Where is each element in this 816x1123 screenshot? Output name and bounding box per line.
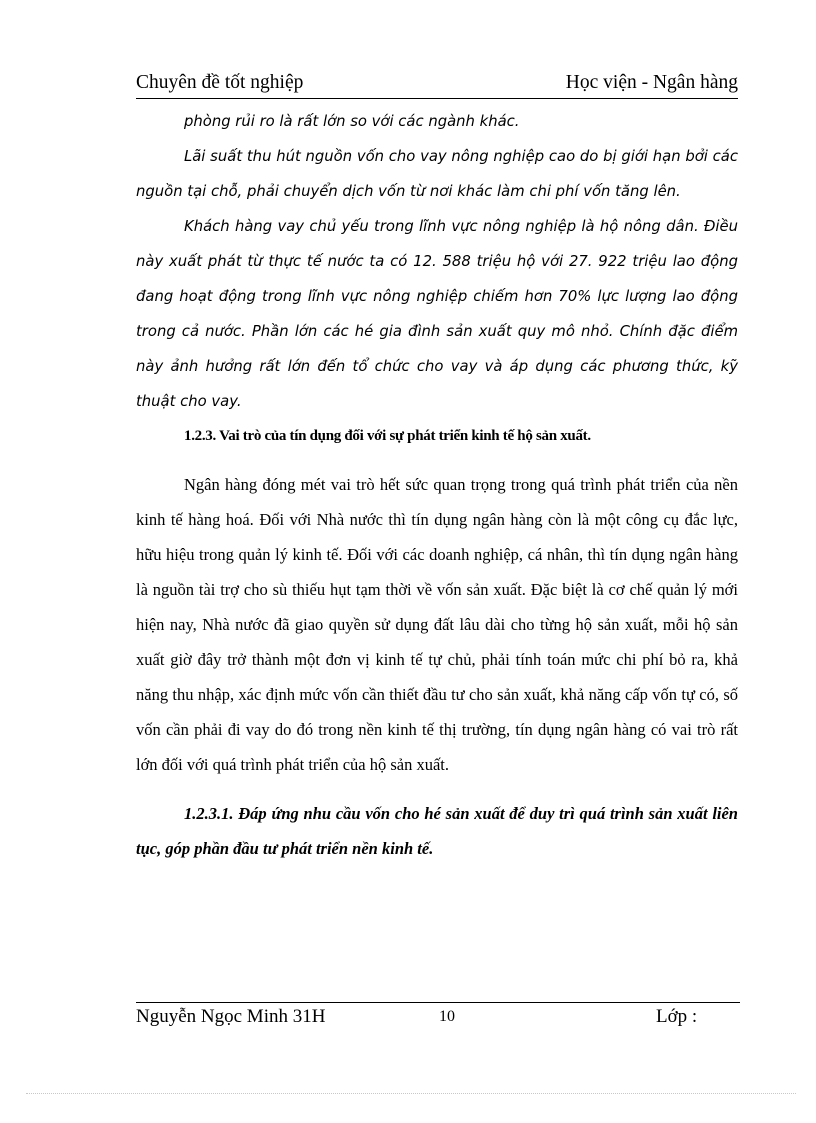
paragraph-italic-3: Khách hàng vay chủ yếu trong lĩnh vực nông nghiệp là hộ nông dân. Điều này xuất phát từ thực tế nước ta có 12. 588 triệu hộ với 27. 922 triệu lao động đang hoạt động trong lĩnh vực nông nghiệp chiếm hơn 70% lực lượng lao động trong cả nước. Phần lớn các hé gia đình sản xuất quy mô nhỏ. Chính đặc điểm này ảnh hưởng rất lớn đến tổ chức cho vay và áp dụng các phương thức, kỹ thuật cho vay.	[136, 218, 738, 410]
footer-author: Nguyễn Ngọc Minh 31H	[136, 1006, 326, 1027]
page-number: 10	[439, 1008, 455, 1025]
header-institution: Học viện - Ngân hàng	[565, 72, 738, 93]
subsection-heading: 1.2.3.1. Đáp ứng nhu cầu vốn cho hé sản xuất để duy trì quá trình sản xuất liên tục, góp phần đầu tư phát triển nền kinh tế.	[136, 804, 738, 858]
section-heading: 1.2.3. Vai trò của tín dụng đối với sự phát triển kinh tế hộ sản xuất.	[184, 428, 591, 444]
page-header	[136, 68, 738, 99]
page-bottom-border	[26, 1093, 796, 1094]
footer-class-label: Lớp :	[656, 1006, 698, 1027]
footer-divider	[136, 1002, 740, 1003]
body-paragraph: Ngân hàng đóng mét vai trò hết sức quan trọng trong quá trình phát triển của nền kinh tế hàng hoá. Đối với Nhà nước thì tín dụng ngân hàng còn là một công cụ đắc lực, hữu hiệu trong quản lý kinh tế. Đối với các doanh nghiệp, cá nhân, thì tín dụng ngân hàng là nguồn tài trợ cho sù thiếu hụt tạm thời về vốn sản xuất. Đặc biệt là cơ chế quản lý mới hiện nay, Nhà nước đã giao quyền sử dụng đất lâu dài cho từng hộ sản xuất, mỗi hộ sản xuất giờ đây trở thành một đơn vị kinh tế tự chủ, phải tính toán mức chi phí bỏ ra, khả năng thu nhập, xác định mức vốn cần thiết đầu tư cho sản xuất, khả năng cấp vốn tự có, số vốn cần phải đi vay do đó trong nền kinh tế thị trường, tín dụng ngân hàng có vai trò rất lớn đối với quá trình phát triển của hộ sản xuất.	[136, 475, 738, 774]
header-thesis-title: Chuyên đề tốt nghiệp	[136, 72, 304, 93]
page-body	[136, 104, 738, 866]
paragraph-italic-1: phòng rủi ro là rất lớn so với các ngành khác.	[184, 113, 520, 130]
paragraph-italic-2: Lãi suất thu hút nguồn vốn cho vay nông nghiệp cao do bị giới hạn bởi các nguồn tại chỗ, phải chuyển dịch vốn từ nơi khác làm chi phí vốn tăng lên.	[136, 148, 738, 200]
